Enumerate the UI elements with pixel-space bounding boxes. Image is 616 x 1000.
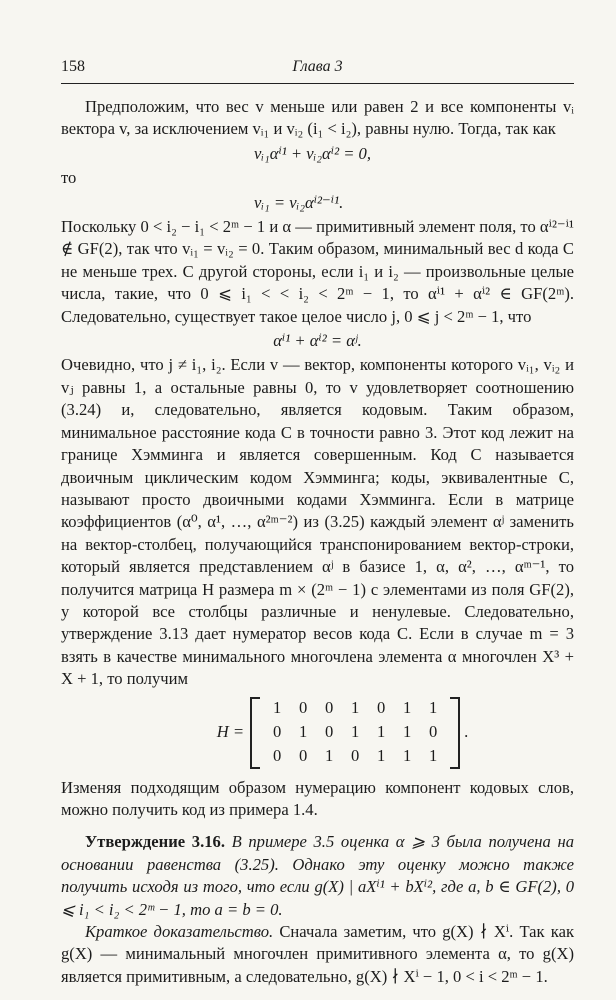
- matrix-grid: [260, 697, 450, 769]
- matrix-cell: 0: [428, 721, 438, 741]
- proof-text: Сначала заметим, что g(X) ∤ Xⁱ. Так как g(X) — минимальный многочлен примитивного элемента α, то g(X) является примитивным, а следовательно, g(X) ∤ Xⁱ − 1, 0 < i < 2ᵐ − 1.: [61, 922, 575, 986]
- paragraph-assumption: Предположим, что вес v меньше или равен 2 и все компоненты vᵢ вектора v, за исключением vᵢ₁ и vᵢ₂ (i₁ < i₂), равны нулю. Тогда, так как: [61, 97, 574, 139]
- matrix-cell: 1: [272, 697, 282, 717]
- matrix-cell: 0: [272, 745, 282, 765]
- matrix-cell: 0: [272, 721, 282, 741]
- statement-title: Утверждение 3.16.: [85, 832, 225, 852]
- matrix-cell: 1: [402, 697, 412, 717]
- right-bracket: [450, 697, 460, 769]
- paragraph-renumbering: Изменяя подходящим образом нумерацию компонент кодовых слов, можно получить код из примера 1.4.: [61, 777, 574, 819]
- matrix-cell: 1: [428, 697, 438, 717]
- chapter-title: Глава 3: [292, 58, 343, 75]
- matrix-cell: 0: [376, 697, 386, 717]
- parity-check-matrix: [61, 697, 574, 769]
- statement-text: В примере 3.5 оценка α ⩾ 3 была получена на основании равенства (3.25). Однако эту оценку можно также получить исходя из того, что если g(X) | aXⁱ¹ + bXⁱ², где a, b ∈ GF(2), 0 ⩽ i₁ < i₂ < 2ᵐ − 1, то a = b = 0.: [61, 832, 574, 919]
- page-number: 158: [61, 58, 85, 75]
- matrix-cell: 0: [298, 697, 308, 717]
- paragraph-obviously: Очевидно, что j ≠ i₁, i₂. Если v — вектор, компоненты которого vᵢ₁, vᵢ₂ и vⱼ равны 1, а остальные равны 0, то v удовлетворяет соотношению (3.24) и, следовательно, является кодовым. Таким образом, минимальное расстояние кода C в точности равно 3. Этот код лежит на границе Хэмминга и является совершенным. Код C называется двоичным циклическим кодом Хэмминга; коды, эквивалентные C, называют просто двоичными кодами Хэмминга. Если в матрице коэффициентов (α⁰, α¹, …, α²ᵐ⁻²) из (3.25) каждый элемент αʲ заменить на вектор-столбец, получающийся транспонированием вектор-строки, который является представлением αʲ в базисе 1, α, α², …, αᵐ⁻¹, то получится матрица H размера m × (2ᵐ − 1) с элементами из поля GF(2), у которой все столбцы различные и ненулевые. Следовательно, утверждение 3.13 дает нумератор весов кода C. Если в случае m = 3 взять в качестве минимального многочлена элемента α многочлен X³ + X + 1, то получим: [61, 355, 574, 689]
- matrix-cell: 1: [376, 745, 386, 765]
- page-body: [61, 96, 574, 988]
- matrix-cell: 0: [324, 721, 334, 741]
- equation-sum: vᵢ₁αⁱ¹ + vᵢ₂αⁱ² = 0,: [254, 143, 371, 163]
- statement-3-16: [61, 831, 574, 921]
- equation-alpha-j: αⁱ¹ + αⁱ² = αʲ.: [273, 331, 362, 351]
- left-bracket: [250, 697, 260, 769]
- matrix-cell: 1: [402, 745, 412, 765]
- matrix-period: .: [464, 722, 469, 742]
- header-rule: [61, 83, 574, 84]
- matrix-cell: 1: [428, 745, 438, 765]
- matrix-cell: 1: [376, 721, 386, 741]
- matrix-cell: 1: [324, 745, 334, 765]
- matrix-cell: 0: [350, 745, 360, 765]
- matrix-label: H =: [216, 722, 245, 742]
- word-then: то: [61, 168, 77, 188]
- matrix-cell: 1: [350, 697, 360, 717]
- paragraph-since: Поскольку 0 < i₂ − i₁ < 2ᵐ − 1 и α — примитивный элемент поля, то αⁱ²⁻ⁱ¹ ∉ GF(2), так что vᵢ₁ = vᵢ₂ = 0. Таким образом, минимальный вес d кода C не меньше трех. С другой стороны, если i₁ и i₂ — произвольные целые числа, такие, что 0 ⩽ i₁ < < i₂ < 2ᵐ − 1, то αⁱ¹ + αⁱ² ∈ GF(2ᵐ). Следовательно, существует такое целое число j, 0 ⩽ j < 2ᵐ − 1, что: [61, 217, 574, 326]
- running-header: [61, 58, 574, 82]
- matrix-cell: 1: [402, 721, 412, 741]
- proof-label: Краткое доказательство.: [85, 922, 274, 941]
- matrix-cell: 1: [350, 721, 360, 741]
- equation-ratio: vᵢ₁ = vᵢ₂αⁱ²⁻ⁱ¹.: [254, 192, 344, 212]
- matrix-cell: 0: [324, 697, 334, 717]
- matrix-cell: 0: [298, 745, 308, 765]
- matrix-cell: 1: [298, 721, 308, 741]
- proof-paragraph: [61, 921, 574, 988]
